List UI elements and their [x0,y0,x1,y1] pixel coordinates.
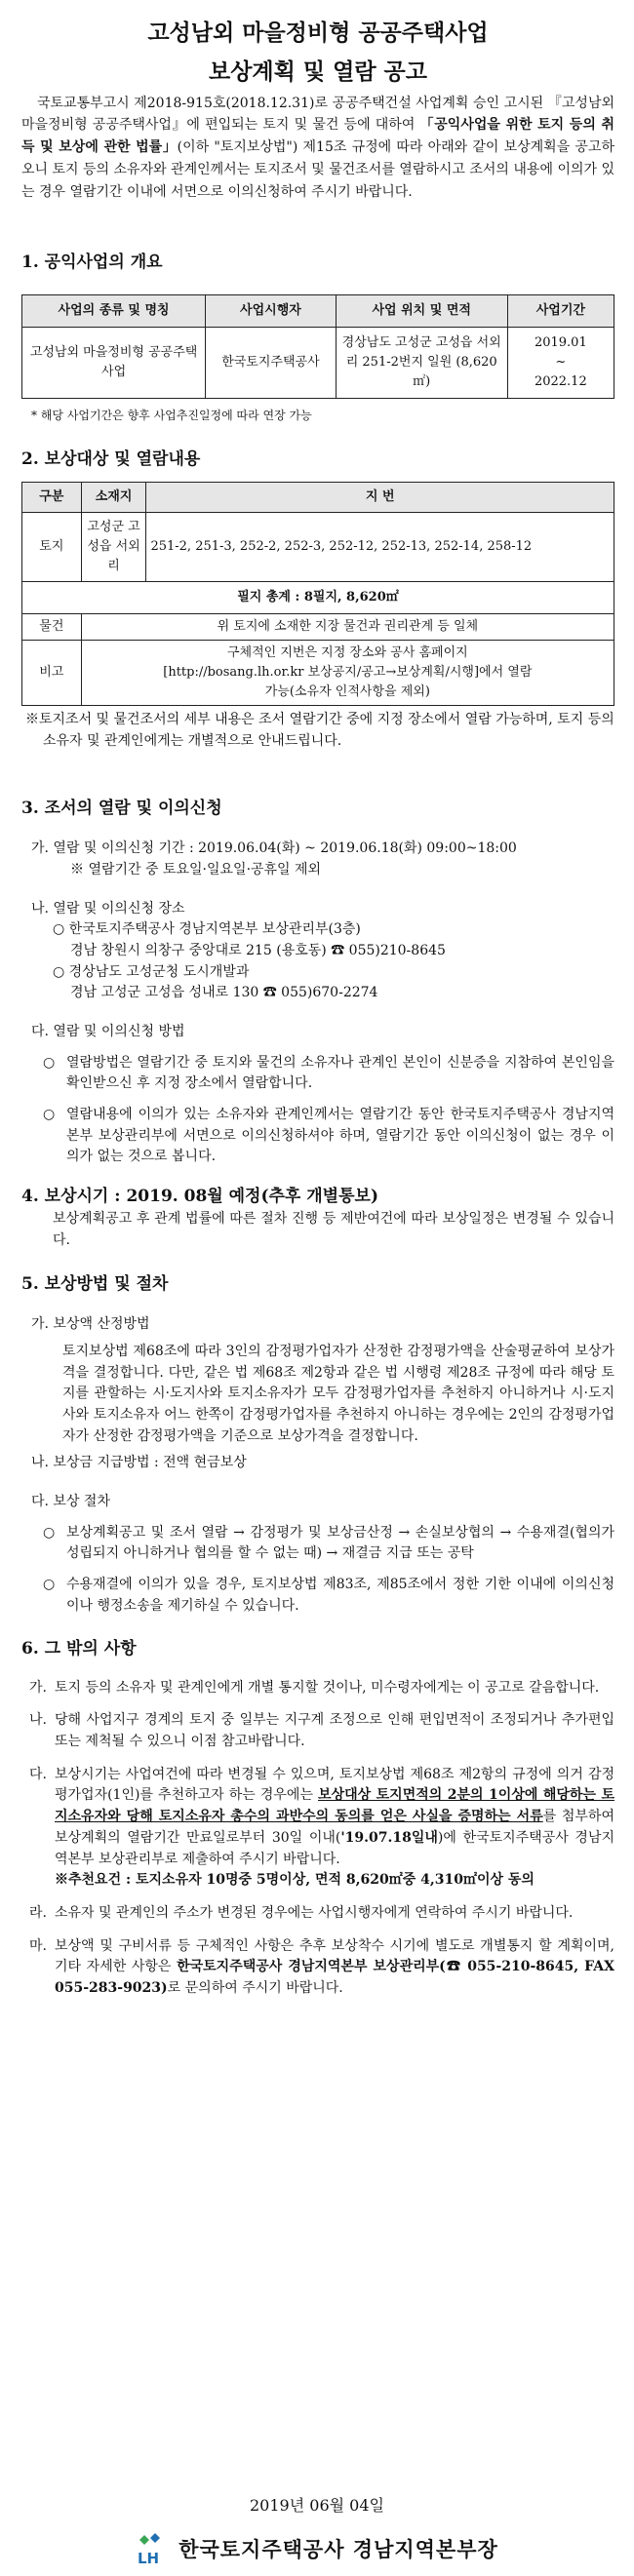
other-item-b-text: 당해 사업지구 경계의 토지 중 일부는 지구계 조정으로 인해 편입면적이 조정되거나 추가편입 또는 제척될 수 있으니 이점 참고바랍니다. [55,1712,614,1750]
footer-signature [0,2532,634,2567]
project-period-cell [507,327,614,398]
method-item-1-text: 열람방법은 열람기간 중 토지와 물건의 소유자나 관계인 본인이 신분증을 지참하여 본인임을 확인받으신 후 지정 장소에서 열람합니다. [66,1054,614,1092]
section-2-heading: 2. 보상대상 및 열람내용 [21,449,201,469]
col-header-operator: 사업시행자 [206,294,337,327]
goods-text: 위 토지에 소재한 지장 물건과 권리관계 등 일체 [81,613,614,640]
inspection-place-label: 나. 열람 및 이의신청 장소 [31,900,185,917]
period-end: 2022.12 [534,373,587,389]
procedure-item-1 [43,1523,614,1565]
notice-date: 2019년 06월 04일 [250,2496,384,2515]
item-mark: 나. [29,1712,47,1729]
section-5-body [31,1314,614,1617]
inspection-period: 가. 열람 및 이의신청 기간 : 2019.06.04(화) ~ 2019.06.18(화) 09:00~18:00 [31,840,517,857]
section-3-body [31,839,614,1168]
col-header-type: 구분 [22,482,82,512]
item-c-required-document: 보상대상 토지면적의 2분의 1이상에 해당하는 토지소유자와 당해 토지소유자 총수의 과반수의 동의를 얻은 사실을 증명하는 서류 [55,1787,614,1825]
other-item-c-text [55,1765,614,1870]
other-item-d [29,1903,614,1925]
issuing-organization: 한국토지주택공사 경남지역본부장 [178,2537,498,2561]
circle-bullet-icon: ○ [43,1524,56,1541]
other-item-d-text: 소유자 및 관계인의 주소가 변경된 경우에는 사업시행자에게 연락하여 주시기 바랍니다. [55,1904,574,1921]
section-2-note: ※토지조서 및 물건조서의 세부 내용은 조서 열람기간 중에 지정 장소에서 열람 가능하며, 토지 등의 소유자 및 관계인에게는 개별적으로 안내드립니다. [25,712,614,750]
remark-line-1: 구체적인 지번은 지정 장소와 공사 홈페이지 [226,644,468,660]
other-item-a [29,1678,614,1699]
project-operator-cell: 한국토지주택공사 [206,327,337,398]
other-item-e-text [55,1936,614,2000]
item-mark: 라. [29,1904,47,1921]
procedure-label: 다. 보상 절차 [31,1493,110,1509]
item-c-part-1: 보상시기는 사업여건에 따라 변경될 수 있으며, 토지보상법 제68조 제2항의 규정에 의거 감정평가업자(1인)를 추천하고자 하는 경우에는 [55,1766,614,1804]
circle-bullet-icon: ○ [43,1054,56,1071]
other-item-c [29,1765,614,1870]
remark-line-3: 가능(소유자 인적사항을 제외) [264,684,430,700]
procedure-item-1-text: 보상계획공고 및 조서 열람 → 감정평가 및 보상금산정 → 손실보상협의 → 수용재결(협의가 성립되지 아니하거나 협의를 할 수 없는 때) → 재결금 지급 또는 공탁 [66,1524,614,1562]
title-line-2: 보상계획 및 열람 공고 [209,59,427,86]
other-item-e [29,1936,614,2000]
section-3-heading: 3. 조서의 열람 및 이의신청 [21,798,222,818]
col-header-location: 사업 위치 및 면적 [336,294,507,327]
intro-law-name: 「공익사업을 위한 토지 등의 취득 및 보상에 관한 법률」 [21,117,614,156]
procedure-item-2 [43,1575,614,1617]
payment-method: 나. 보상금 지급방법 : 전액 현금보상 [31,1455,247,1471]
item-c-part-3: )에 한국토지주택공사 경남지역본부 보상관리부로 제출하여 주시기 바랍니다. [55,1829,614,1867]
compensation-target-table [21,482,614,707]
other-item-a-text: 토지 등의 소유자 및 관계인에게 개별 통지할 것이나, 미수령자에게는 이 공고로 갈음합니다. [55,1679,600,1696]
method-item-1 [43,1053,614,1095]
section-1-heading: 1. 공익사업의 개요 [21,252,163,272]
item-c-part-2: 를 첨부하여 보상계획의 열람기간 만료일로부터 30일 이내( [55,1809,614,1846]
project-overview-table [21,294,614,399]
col-header-name: 사업의 종류 및 명칭 [22,294,206,327]
section-1-note: * 해당 사업기간은 향후 사업추진일정에 따라 연장 가능 [31,408,312,422]
section-6-body [21,1678,614,2000]
item-mark: 가. [29,1679,47,1696]
circle-bullet-icon: ○ [43,1577,56,1592]
item-mark: 마. [29,1937,47,1954]
section-6-heading: 6. 그 밖의 사항 [21,1639,137,1659]
section-5-heading: 5. 보상방법 및 절차 [21,1273,169,1294]
period-separator: ~ [555,354,567,370]
recommendation-requirement: ※추천요건 : 토지소유자 10명중 5명이상, 면적 8,620㎡중 4,310㎡이상 동의 [55,1872,535,1889]
project-location-cell: 경상남도 고성군 고성읍 서외리 251-2번지 일원 (8,620㎡) [336,327,507,398]
item-mark: 다. [29,1766,47,1782]
item-e-part-1: 보상액 및 구비서류 등 구체적인 사항은 추후 보상착수 시기에 별도로 개별통지 할 계획이며, 기타 자세한 사항은 [55,1937,614,1975]
intro-paragraph [21,93,614,204]
inspection-place-2: ○ 경상남도 고성군청 도시개발과 [53,963,250,980]
method-item-2-text: 열람내용에 이의가 있는 소유자와 관계인께서는 열람기간 동안 한국토지주택공사 경남지역본부 보상관리부에 서면으로 이의신청하셔야 하며, 열람기간 동안 이의신청이 없는 경우 이의가 없는 것으로 봅니다. [66,1107,614,1165]
intro-text-1: 국토교통부고시 제2018-915호(2018.12.31)로 공공주택건설 사업계획 승인 고시된 『고성남외 마을정비형 공공주택사업』에 편입되는 토지 및 물건 등에 대하여 [21,95,614,134]
item-c-deadline: '19.07.18일내 [340,1829,438,1846]
col-header-period: 사업기간 [507,294,614,327]
inspection-place-1: ○ 한국토지주택공사 경남지역본부 보상관리부(3층) [53,921,361,938]
title-line-1: 고성남외 마을정비형 공공주택사업 [147,20,489,46]
logo-text: LH [138,2550,160,2567]
inspection-address-2: 경남 고성군 고성읍 성내로 130 ☎ 055)670-2274 [70,985,378,1001]
intro-text-2: (이하 "토지보상법") 제15조 규정에 따라 아래와 같이 보상계획을 공고하오니 토지 등의 소유자와 관계인께서는 토지조서 및 물건조서를 열람하시고 조서의 내용에 이의가 있는 경우 열람기간 이내에 서면으로 이의신청하여 주시기 바랍니다. [21,139,614,200]
section-4-text: 보상계획공고 후 관계 법률에 따른 절차 진행 등 제반여건에 따라 보상일정은 변경될 수 있습니다. [53,1211,614,1249]
parcel-total: 필지 총계 : 8필지, 8,620㎡ [22,581,614,613]
method-item-2 [43,1105,614,1168]
remark-label: 비고 [22,640,82,705]
valuation-method-label: 가. 보상액 산정방법 [31,1316,150,1333]
other-item-b [29,1710,614,1752]
inspection-period-note: ※ 열람기간 중 토요일·일요일·공휴일 제외 [70,861,322,878]
item-e-contact: 한국토지주택공사 경남지역본부 보상관리부(☎ 055-210-8645, FAX 055-283-9023) [55,1959,615,1996]
valuation-method-text: 토지보상법 제68조에 따라 3인의 감정평가업자가 산정한 감정평가액을 산술평균하여 보상가격을 결정합니다. 다만, 같은 법 제68조 제2항과 같은 법 시행령 제28조 규정에 따라 해당 토지를 관할하는 시·도지사와 토지소유자가 모두 감정평가업자를 추천하지 아니하거나 시·도지사와 토지소유자 어느 한쪽이 감정평가업자를 추천하지 아니하는 경우에는 2인의 감정평가업자가 산정한 감정평가액을 기준으로 보상가격을 결정합니다. [62,1343,614,1444]
item-e-part-2: 로 문의하여 주시기 바랍니다. [167,1979,343,1996]
remark-text [81,640,614,705]
col-header-lot: 지 번 [146,482,614,512]
circle-bullet-icon: ○ [43,1107,56,1122]
page-title [21,0,614,93]
section-4-heading: 4. 보상시기 : 2019. 08월 예정(추후 개별통보) [21,1187,378,1207]
inspection-address-1: 경남 창원시 의창구 중앙대로 215 (용호동) ☎ 055)210-8645 [70,942,446,958]
goods-label: 물건 [22,613,82,640]
project-name-cell: 고성남외 마을정비형 공공주택사업 [22,327,206,398]
col-header-location: 소재지 [81,482,146,512]
lh-logo-icon [136,2532,169,2567]
inspection-method-label: 다. 열람 및 이의신청 방법 [31,1023,185,1039]
land-location: 고성군 고성읍 서외리 [81,512,146,581]
land-lot-numbers: 251-2, 251-3, 252-2, 252-3, 252-12, 252-13, 252-14, 258-12 [146,512,614,581]
procedure-item-2-text: 수용재결에 이의가 있을 경우, 토지보상법 제83조, 제85조에서 정한 기한 이내에 이의신청이나 행정소송을 제기하실 수 있습니다. [66,1577,614,1614]
period-start: 2019.01 [534,334,587,350]
remark-line-2: [http://bosang.lh.or.kr 보상공지/공고→보상계획/시행]에서 열람 [163,665,533,681]
land-label: 토지 [22,512,82,581]
